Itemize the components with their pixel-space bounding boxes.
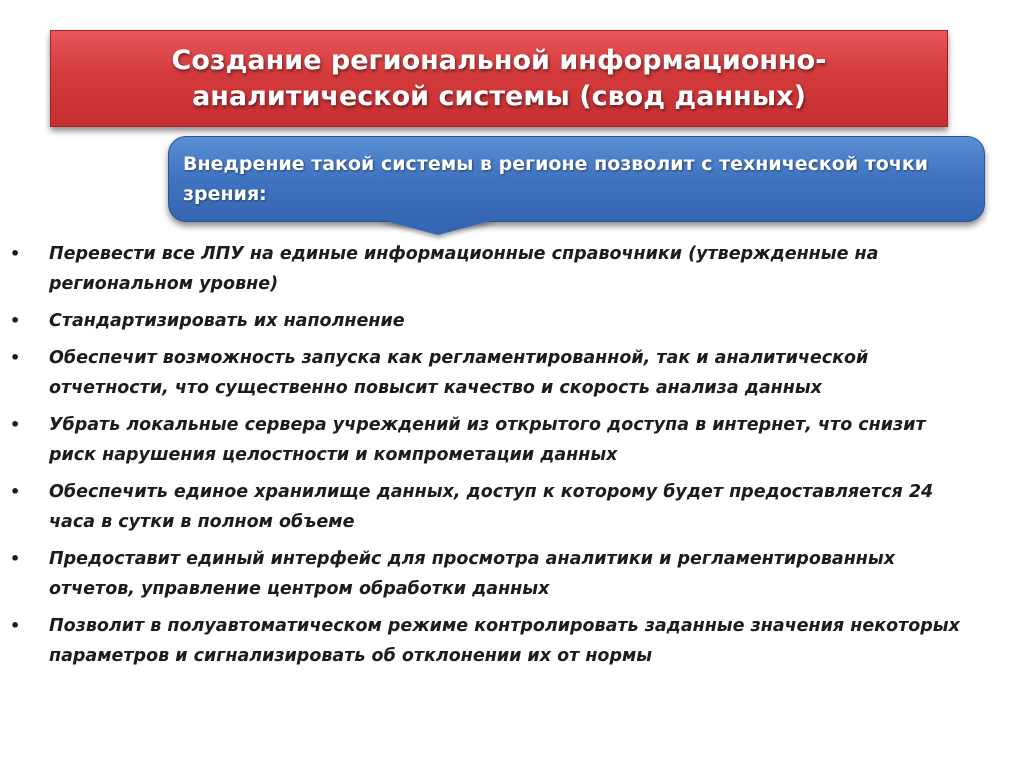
callout-box (168, 136, 985, 222)
bullet-item (0, 239, 969, 299)
bullet-icon: • (10, 311, 21, 330)
bullet-icon: • (10, 482, 21, 501)
bullet-icon: • (10, 616, 21, 635)
callout-text: Внедрение такой системы в регионе позволит с технической точки зрения: (183, 153, 929, 205)
bullet-text: Стандартизировать их наполнение (49, 311, 405, 331)
bullet-item (0, 477, 969, 537)
bullet-icon: • (10, 415, 21, 434)
bullet-text: Перевести все ЛПУ на единые информационные справочники (утвержденные на региональном уровне) (49, 244, 879, 294)
bullet-list (0, 239, 1000, 678)
bullet-icon: • (10, 549, 21, 568)
bullet-item (0, 544, 969, 604)
bullet-text: Обеспечить единое хранилище данных, доступ к которому будет предоставляется 24 часа в сутки в полном объеме (49, 482, 934, 532)
bullet-item (0, 306, 969, 336)
bullet-item (0, 611, 969, 671)
bullet-text: Предоставит единый интерфейс для просмотра аналитики и регламентированных отчетов, управление центром обработки данных (49, 549, 896, 599)
title-banner (50, 30, 948, 127)
bullet-text: Позволит в полуавтоматическом режиме контролировать заданные значения некоторых параметров и сигнализировать об отклонении их от нормы (49, 616, 960, 666)
bullet-icon: • (10, 348, 21, 367)
slide-title: Создание региональной информационно-аналитической системы (свод данных) (171, 44, 827, 112)
bullet-text: Убрать локальные сервера учреждений из открытого доступа в интернет, что снизит риск нарушения целостности и компрометации данных (49, 415, 926, 465)
bullet-icon: • (10, 244, 21, 263)
callout-pointer (378, 219, 498, 235)
bullet-item (0, 410, 969, 470)
bullet-item (0, 343, 969, 403)
bullet-text: Обеспечит возможность запуска как регламентированной, так и аналитической отчетности, что существенно повысит качество и скорость анализа данных (49, 348, 869, 398)
